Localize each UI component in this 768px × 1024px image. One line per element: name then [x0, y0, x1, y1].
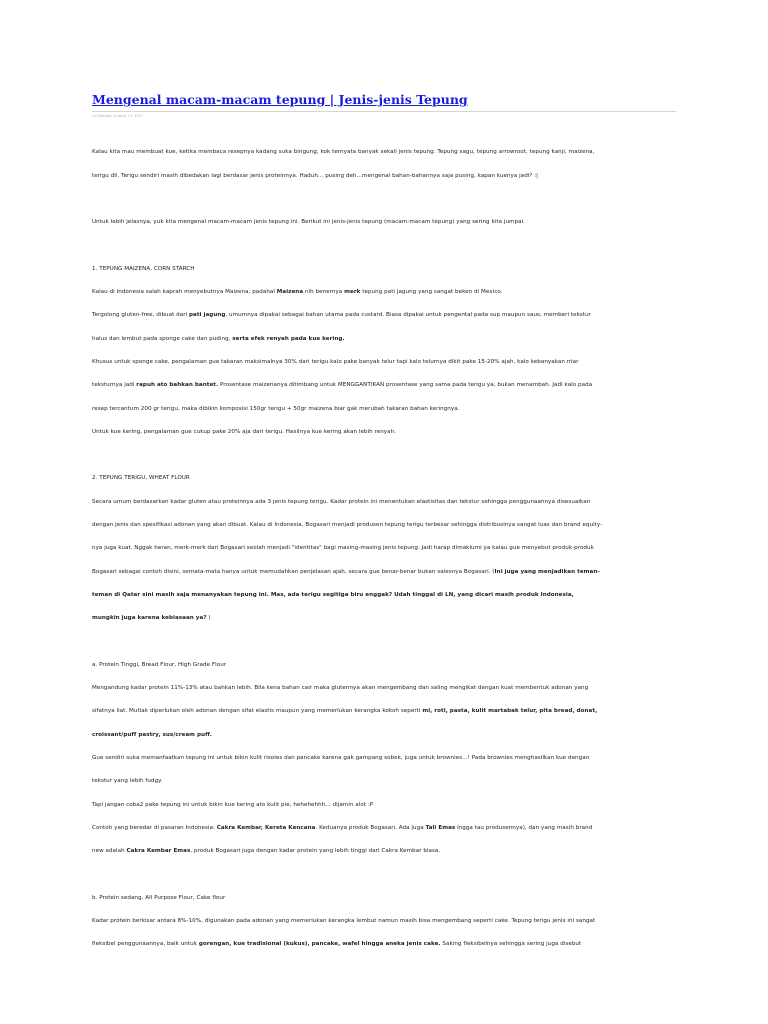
bold-text: rapuh ato bahkan bantet. — [136, 382, 219, 389]
text-line — [92, 467, 676, 490]
text-line — [92, 584, 676, 607]
bold-text: Ini juga yang menjadikan teman- — [494, 568, 600, 575]
text-segment: . Keduanya produk Bogasari. Ada juga — [315, 824, 426, 831]
text-line — [92, 211, 676, 234]
text-segment: Contoh yang beredar di pasaran Indonesia: — [92, 824, 217, 831]
text-segment: Gue sendiri suka memanfaatkan tepung ini untuk bikin kulit risoles dan pancake karena gak gampang sobek, juga untuk brownies...! Pada brownies menghasilkan kue dengan — [92, 755, 590, 762]
text-line — [92, 817, 676, 840]
text-line — [92, 398, 676, 421]
bold-text: Cakra Kembar, Kereta Kencana — [216, 824, 316, 831]
bold-text: merk — [344, 289, 361, 296]
text-segment: a. Protein Tinggi, Bread Flour, High Grade Flour — [92, 661, 227, 668]
text-segment: Untuk lebih jelasnya, yuk kita mengenal macam-macam jenis tepung ini. Berikut ini jenis-jenis tepung (macam-macam tepung) yang sering kita jumpai. — [92, 219, 525, 226]
text-segment: ) — [206, 615, 211, 622]
text-line — [92, 141, 676, 164]
text-segment: sifatnya liat. Mutlak diperlukan oleh adonan dengan sifat elastis maupun yang memerlukan kerangka kokoh seperti — [92, 708, 423, 715]
article — [92, 92, 676, 957]
text-line — [92, 887, 676, 910]
text-line — [92, 328, 676, 351]
text-segment: Saking fleksibelnya sehingga sering juga disebut — [440, 941, 582, 948]
blank-line — [92, 444, 676, 467]
text-segment: Tergolong gluten-free, dibuat dari — [92, 312, 189, 319]
bold-text: croissant/puff pastry, sus/cream puff. — [92, 731, 212, 738]
text-line — [92, 607, 676, 630]
blank-line — [92, 864, 676, 887]
text-line — [92, 724, 676, 747]
text-line — [92, 514, 676, 537]
bold-text: gorengan, kue tradisional (kukus), pancake, wafel hingga aneka jenis cake. — [198, 941, 441, 948]
text-segment: nya juga kuat. Nggak heran, merk-merk dari Bogasari seolah menjadi "identitas" bagi masing-masing jenis tepung. Jadi harap dimaklumi ya kalau gue menyebut produk-produk — [92, 545, 594, 552]
text-segment: tekstur yang lebih fudgy. — [92, 778, 163, 785]
blank-line — [92, 118, 676, 141]
text-segment: tepung pati jagung yang sangat beken di Mexico. — [360, 289, 503, 296]
bold-text: Cakra Kembar Emas — [126, 848, 191, 855]
text-segment: dengan jenis dan spesifikasi adonan yang akan dibuat. Kalau di Indonesia, Bogasari menjadi produsen tepung terigu terbesar sehingga distribusinya sangat luas dan brand equity- — [92, 522, 603, 529]
title-divider — [92, 111, 676, 112]
text-segment: , umumnya dipakai sebagai bahan utama pada custard. Biasa dipakai untuk pengental pada sup maupun saus, memberi tekstur — [225, 312, 592, 319]
text-segment: Untuk kue kering, pengalaman gue cukup pake 20% aja dari terigu. Hasilnya kue kering akan lebih renyah. — [92, 428, 397, 435]
text-segment: Bogasari sebagai contoh disini, semata-mata hanya untuk memudahkan penjelasan ajah, secara gue benar-benar bukan salesnya Bogasari. ( — [92, 568, 495, 575]
post-date: On Monday, August 13, 2012 — [92, 114, 144, 118]
text-line — [92, 165, 676, 188]
text-segment: Kalau di Indonesia salah kaprah menyebutnya Maizena, padahal — [92, 289, 277, 296]
text-segment: new adalah — [92, 848, 127, 855]
blank-line — [92, 234, 676, 257]
text-segment: Kadar protein berkisar antara 8%-10%, digunakan pada adonan yang memerlukan kerangka lembut namun masih bisa mengembang seperti cake. Tepung terigu jenis ini sangat — [92, 918, 596, 925]
text-line — [92, 351, 676, 374]
bold-text: pati jagung — [188, 312, 226, 319]
text-line — [92, 700, 676, 723]
article-title-link[interactable]: Mengenal macam-macam tepung | Jenis-jenis Tepung — [92, 92, 468, 107]
text-line — [92, 910, 676, 933]
bold-text: Maizena — [276, 289, 304, 296]
text-segment: Secara umum berdasarkan kadar gluten atau proteinnya ada 3 jenis tepung terigu. Kadar protein ini menentukan elastisitas dan tekstur sehingga penggunaannya disesuaikan — [92, 498, 591, 505]
text-segment: Tapi jangan coba2 pake tepung ini untuk bikin kue kering ato kulit pie, hehehehhh... dijamin alot :P — [92, 801, 374, 808]
text-segment: nih benernya — [303, 289, 345, 296]
bold-text: mungkin juga karena kebiasaan ya? — [92, 615, 207, 622]
text-segment: 2. TEPUNG TERIGU, WHEAT FLOUR — [92, 475, 190, 482]
text-line — [92, 561, 676, 584]
text-line — [92, 421, 676, 444]
text-segment: Kalau kita mau membuat kue, ketika membaca resepnya kadang suka bingung, kok ternyata banyak sekali jenis tepung. Tepung sagu, tepung arrowroot, tepung kanji, maizena, — [92, 149, 595, 156]
text-line — [92, 654, 676, 677]
bold-text: teman di Qatar sini masih saja menanyakan tepung ini. Mas, ada terigu segitiga biru enggak? Udah tinggal di LN, yang dicari masih produk Indonesia, — [92, 591, 574, 598]
text-line — [92, 281, 676, 304]
text-line — [92, 770, 676, 793]
text-line — [92, 491, 676, 514]
text-segment: lngga tau produsennya), dan yang masih brand — [455, 824, 593, 831]
bold-text: serta efek renyah pada kue kering. — [232, 335, 345, 342]
blank-line — [92, 188, 676, 211]
text-segment: 1. TEPUNG MAIZENA, CORN STARCH — [92, 265, 195, 272]
text-segment: teksturnya jadi — [92, 382, 137, 389]
text-line — [92, 537, 676, 560]
text-segment: Prosentase maizenanya ditimbang untuk MENGGANTIKAN prosentase yang sama pada terigu ya, bukan menambah. Jadi kalo pada — [218, 382, 593, 389]
bold-text: Tali Emas — [425, 824, 456, 831]
text-line — [92, 794, 676, 817]
text-line — [92, 840, 676, 863]
text-segment: , produk Bogasari juga dengan kadar protein yang lebih tinggi dari Cakra Kembar biasa. — [190, 848, 441, 855]
text-segment: terigu dll. Terigu sendiri masih dibedakan lagi berdasar jenis proteinnya. Haduh... pusing deh...mengenal bahan-bahannya saja pusing, kapan kuenya jadi? :| — [92, 172, 539, 179]
text-line — [92, 933, 676, 956]
text-line — [92, 747, 676, 770]
text-segment: halus dan lembut pada sponge cake dan puding, — [92, 335, 233, 342]
text-segment: b. Protein sedang, All Purpose Flour, Cake flour — [92, 894, 226, 901]
text-segment: resep tercantum 200 gr terigu, maka dibikin komposisi 150gr terigu + 50gr maizena biar gak merubah takaran bahan keringnya. — [92, 405, 460, 412]
text-segment: Khusus untuk sponge cake, pengalaman gue takaran maksimalnya 30% dari terigu kalo pake banyak telur tapi kalo telurnya dikit pake 15-20% ajah, kalo kebanyakan ntar — [92, 358, 579, 365]
bold-text: mi, roti, pasta, kulit martabak telur, pita bread, donat, — [422, 708, 598, 715]
text-line — [92, 374, 676, 397]
text-line — [92, 258, 676, 281]
blank-line — [92, 631, 676, 654]
text-segment: fleksibel penggunaannya, baik untuk — [92, 941, 199, 948]
text-line — [92, 677, 676, 700]
text-line — [92, 304, 676, 327]
text-segment: Mengandung kadar protein 11%-13% atau bahkan lebih. Bila kena bahan cair maka glutennya akan mengembang dan saling mengikat dengan kuat membentuk adonan yang — [92, 685, 589, 692]
article-body — [92, 118, 676, 957]
